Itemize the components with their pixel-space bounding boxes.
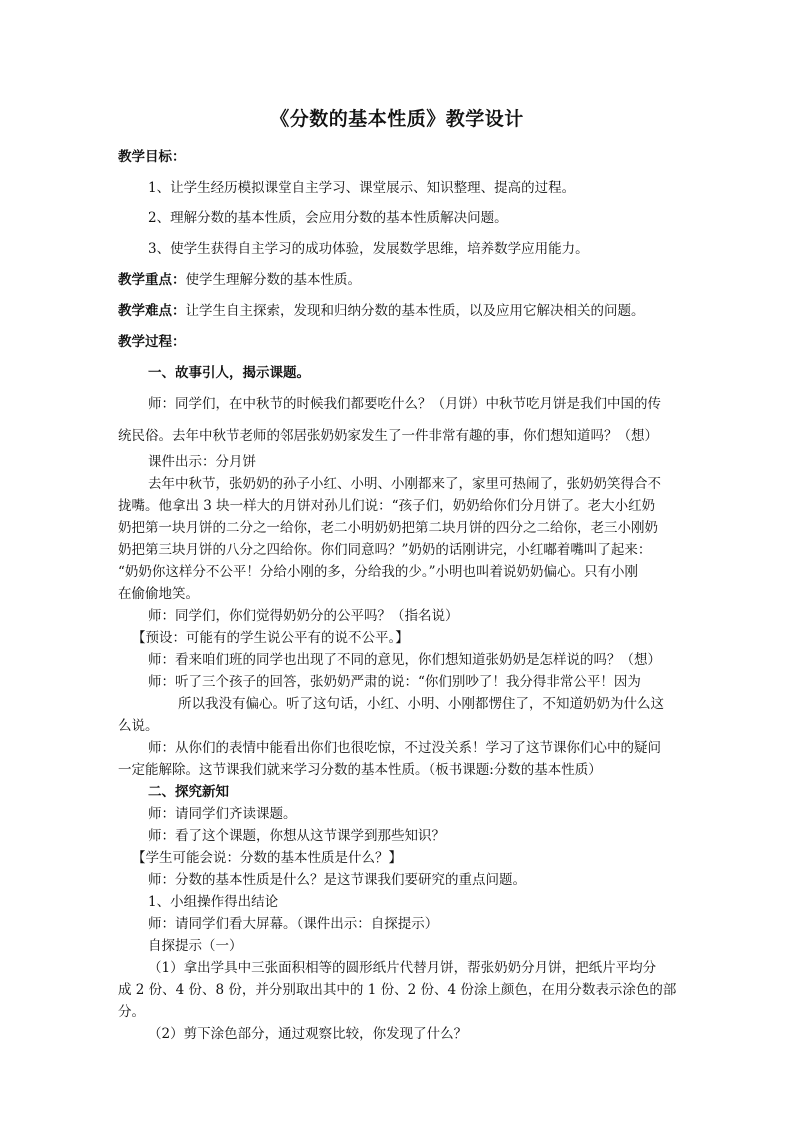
story-line: 去年中秋节，张奶奶的孙子小红、小明、小刚都来了，家里可热闹了，张奶奶笑得合不 [148,476,661,492]
difficulty-line [118,300,683,322]
teacher-line: 么说。 [118,718,159,734]
section-heading-1: 一、故事引人，揭示课题。 [148,365,310,381]
key-point-text: 使学生理解分数的基本性质。 [185,272,361,288]
key-point-line [118,269,683,291]
story-line: 在偷偷地笑。 [118,586,199,602]
section-heading-2: 二、探究新知 [148,784,229,800]
hint-line: （1）拿出学具中三张面积相等的圆形纸片代替月饼，帮张奶奶分月饼，把纸片平均分 [148,960,657,976]
paragraph-line: 师：同学们，在中秋节的时候我们都要吃什么？（月饼）中秋节吃月饼是我们中国的传 [148,396,661,412]
objective-item: 2、理解分数的基本性质，会应用分数的基本性质解决问题。 [148,210,508,226]
step-heading: 1、小组操作得出结论 [148,894,279,910]
teacher-line: 师：请同学们看大屏幕。（课件出示：自探提示） [148,916,439,932]
teacher-line: 师：同学们，你们觉得奶奶分的公平吗？（指名说） [148,608,459,624]
teacher-line: 师：请同学们齐读课题。 [148,806,297,822]
objective-item: 3、使学生获得自主学习的成功体验，发展数学思维，培养数学应用能力。 [148,241,589,257]
hint-line: （2）剪下涂色部分，通过观察比较，你发现了什么？ [148,1026,468,1042]
story-line: 奶把第三块月饼的八分之四给你。你们同意吗？”奶奶的话刚讲完，小红嘟着嘴叫了起来： [118,542,652,558]
key-point-label: 教学重点： [118,272,186,288]
difficulty-text: 让学生自主探索，发现和归纳分数的基本性质，以及应用它解决相关的问题。 [185,303,645,319]
teacher-line: 师：听了三个孩子的回答，张奶奶严肃的说：“你们别吵了！我分得非常公平！因为 [148,674,641,690]
teacher-line: 所以我没有偏心。听了这句话，小红、小明、小刚都愣住了，不知道奶奶为什么这 [178,696,664,712]
hint-line: 成 2 份、4 份、8 份，并分别取出其中的 1 份、2 份、4 份涂上颜色，在用分数表示涂色的部 [118,982,677,998]
teacher-line: 一定能解除。这节课我们就来学习分数的基本性质。（板书课题:分数的基本性质） [118,762,602,778]
difficulty-label: 教学难点： [118,303,186,319]
paragraph-line: 统民俗。去年中秋节老师的邻居张奶奶家发生了一件非常有趣的事，你们想知道吗？（想） [118,428,658,444]
objective-item: 1、让学生经历模拟课堂自主学习、课堂展示、知识整理、提高的过程。 [148,180,576,196]
teacher-line: 师：从你们的表情中能看出你们也很吃惊，不过没关系！学习了这节课你们心中的疑问 [148,740,661,756]
teacher-line: 师：看来咱们班的同学也出现了不同的意见，你们想知道张奶奶是怎样说的吗？（想） [148,652,661,668]
courseware-line: 课件出示：分月饼 [148,454,256,470]
story-line: 拢嘴。他拿出 3 块一样大的月饼对孙儿们说：“孩子们，奶奶给你们分月饼了。老大小红奶 [118,498,656,514]
process-heading: 教学过程： [118,334,186,350]
teacher-line: 师：分数的基本性质是什么？是这节课我们要研究的重点问题。 [148,872,526,888]
objectives-heading: 教学目标： [118,149,186,165]
story-line: 奶把第一块月饼的二分之一给你，老二小明奶奶把第二块月饼的四分之二给你，老三小刚奶 [118,520,658,536]
story-line: “奶奶你这样分不公平！分给小刚的多，分给我的少。”小明也叫着说奶奶偏心。只有小刚 [118,564,639,580]
preset-line: 【学生可能会说：分数的基本性质是什么？】 [132,850,402,866]
hint-line: 分。 [118,1004,145,1020]
teacher-line: 师：看了这个课题，你想从这节课学到那些知识？ [148,828,445,844]
preset-line: 【预设：可能有的学生说公平有的说不公平。】 [132,630,409,646]
hint-title: 自探提示（一） [148,938,243,954]
document-title: 《分数的基本性质》教学设计 [270,108,524,130]
